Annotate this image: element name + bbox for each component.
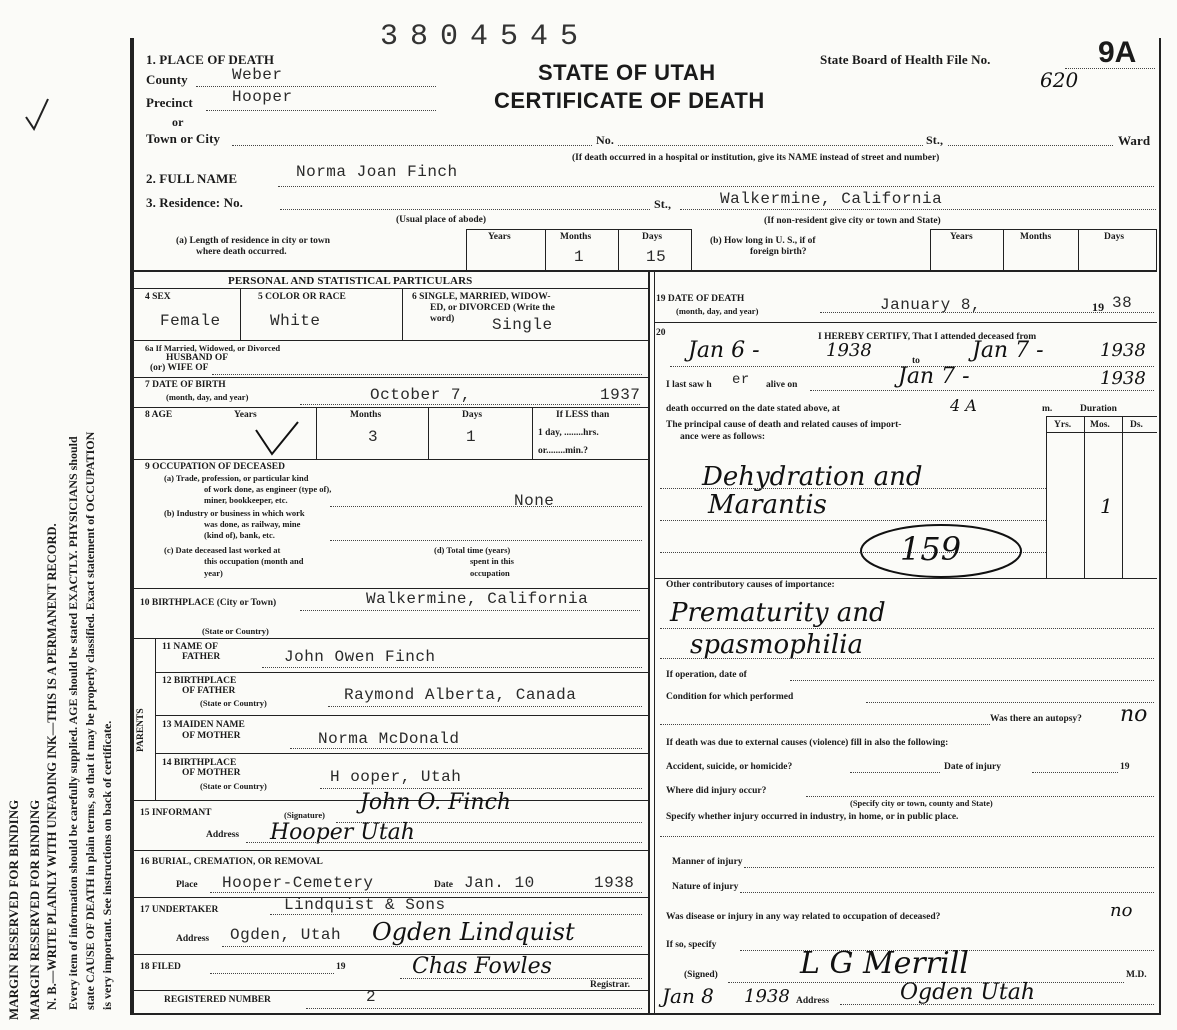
margin-note: N. B.—WRITE PLAINLY WITH UNFADING INK—THIS IS A PERMANENT RECORD. (45, 523, 59, 1010)
birthplace-label: 10 BIRTHPLACE (City or Town) (140, 598, 277, 608)
informant-signature: John O. Finch (360, 790, 512, 815)
abode-note: (Usual place of abode) (396, 215, 486, 225)
age-days-label: Days (462, 410, 483, 420)
lastsaw-label: I last saw h (666, 380, 712, 390)
burial-date-value: Jan. 10 (464, 874, 535, 892)
occupation-a3: miner, bookkeeper, etc. (204, 495, 288, 505)
physician-address: Ogden Utah (900, 980, 1036, 1005)
us-months-header: Months (1020, 232, 1052, 242)
father-label-a: 11 NAME OF (162, 642, 218, 652)
address-label: Address (796, 996, 830, 1006)
mother-label-b: OF MOTHER (182, 731, 241, 741)
cause-code: 159 (900, 530, 962, 568)
injury-year-label: 19 (1120, 762, 1130, 772)
injury-date-label: Date of injury (944, 762, 1001, 772)
less-label-c: or........min.? (538, 446, 589, 456)
occupation-a1: (a) Trade, profession, or particular kind (164, 473, 309, 483)
fbirth-label-b: OF FATHER (182, 686, 236, 696)
color-label: 5 COLOR OR RACE (258, 292, 346, 302)
father-value: John Owen Finch (284, 648, 436, 666)
dod-year-prefix: 19 (1092, 300, 1105, 314)
cert-label: 20 (656, 328, 666, 338)
dob-label-a: 7 DATE OF BIRTH (145, 380, 226, 390)
place-of-death-label: 1. PLACE OF DEATH (146, 52, 275, 67)
birthplace-sub: (State or Country) (202, 626, 269, 636)
margin-binding-text: MARGIN RESERVED FOR BINDING (6, 799, 21, 1020)
occupation-d3: occupation (470, 568, 510, 578)
occupation-b2: was done, as railway, mine (204, 519, 301, 529)
file-sub-number: 620 (1040, 68, 1079, 92)
fbirth-label-a: 12 BIRTHPLACE (162, 676, 237, 686)
condition-label: Condition for which performed (666, 692, 794, 702)
sex-label: 4 SEX (145, 292, 171, 302)
mbirth-label-a: 14 BIRTHPLACE (162, 758, 237, 768)
margin-instruction-2: state CAUSE OF DEATH in plain terms, so that it may be properly classified. Exact statement of OCCUPATION (83, 431, 97, 1010)
file-number: 9A (1098, 36, 1137, 69)
burial-place-value: Hooper-Cemetery (222, 874, 374, 892)
parents-side-label: PARENTS (136, 708, 146, 752)
age-years-label: Years (234, 410, 257, 420)
lastsaw-her: er (732, 372, 750, 388)
occupation-c2: this occupation (month and (204, 556, 304, 566)
mbirth-value: H ooper, Utah (330, 768, 462, 786)
mother-value: Norma McDonald (318, 730, 460, 748)
certificate-title: CERTIFICATE OF DEATH (494, 88, 765, 113)
burial-date-label: Date (434, 880, 453, 890)
cause-label-a: The principal cause of death and related causes of import- (666, 420, 902, 430)
spouse-label-b: HUSBAND OF (166, 353, 229, 363)
ward-label: Ward (1118, 133, 1151, 148)
where-label: Where did injury occur? (666, 786, 767, 796)
manner-label: Manner of injury (672, 857, 743, 867)
county-label: County (146, 72, 188, 87)
cause-mos-value: 1 (1100, 494, 1113, 518)
residence-label: 3. Residence: No. (146, 195, 244, 210)
occupation-value: None (514, 492, 555, 510)
full-name-label: 2. FULL NAME (146, 171, 238, 186)
spouse-label-a: 6a If Married, Widowed, or Divorced (145, 343, 281, 353)
nature-label: Nature of injury (672, 882, 739, 892)
file-no-label: State Board of Health File No. (820, 52, 991, 67)
undertaker-signature: Ogden Lindquist (372, 918, 575, 946)
physician-signature: L G Merrill (800, 946, 969, 981)
to-date: Jan 7 - (972, 338, 1044, 363)
undertaker-addr-label: Address (176, 934, 210, 944)
occupation-c3: year) (204, 568, 223, 578)
dod-year: 38 (1112, 294, 1133, 312)
occupation-b1: (b) Industry or business in which work (164, 508, 305, 518)
age-months-label: Months (350, 410, 382, 420)
birthplace-value: Walkermine, California (366, 590, 589, 608)
age-days-value: 1 (466, 428, 477, 446)
personal-header: PERSONAL AND STATISTICAL PARTICULARS (228, 275, 473, 287)
from-year: 1938 (826, 340, 872, 361)
m-label: m. (1042, 404, 1053, 414)
undertaker-value: Lindquist & Sons (284, 896, 446, 914)
cause-label-b: ance were as follows: (680, 432, 766, 442)
margin-instruction-3: is very important. See instructions on back of certificate. (100, 720, 114, 1010)
informant-sig-label: (Signature) (284, 810, 325, 820)
us-label-a: (b) How long in U. S., if of (710, 236, 816, 246)
cause-line-1: Dehydration and (702, 462, 923, 492)
spouse-label-c: (or) WIFE OF (150, 363, 209, 373)
occupation-b3: (kind of), bank, etc. (204, 530, 275, 540)
res-months-value: 1 (574, 248, 585, 266)
fbirth-label-c: (State or Country) (200, 698, 267, 708)
operation-label: If operation, date of (666, 670, 747, 680)
occ-related-value: no (1110, 900, 1133, 921)
length-label-a: (a) Length of residence in city or town (176, 236, 331, 246)
occupation-label: 9 OCCUPATION OF DECEASED (145, 462, 285, 472)
us-days-header: Days (1104, 232, 1125, 242)
signed-label: (Signed) (684, 970, 718, 980)
alive-date: Jan 7 - (898, 364, 970, 389)
marital-label-a: 6 SINGLE, MARRIED, WIDOW- (412, 292, 551, 302)
mos-header: Mos. (1090, 420, 1110, 430)
dod-label-a: 19 DATE OF DEATH (656, 294, 745, 304)
occupation-d1: (d) Total time (years) (434, 545, 511, 555)
undertaker-address: Ogden, Utah (230, 926, 342, 944)
county-value: Weber (232, 66, 283, 84)
where-sub: (Specify city or town, county and State) (850, 798, 993, 808)
less-label-b: 1 day, ........hrs. (538, 428, 599, 438)
res-days-header: Days (642, 232, 663, 242)
contrib-line-2: spasmophilia (690, 630, 863, 660)
filed-label: 18 FILED (140, 962, 181, 972)
contrib-line-1: Prematurity and (670, 598, 886, 628)
dod-label-b: (month, day, and year) (676, 306, 759, 316)
cause-line-2: Marantis (708, 490, 827, 520)
burial-label: 16 BURIAL, CREMATION, OR REMOVAL (140, 857, 323, 867)
us-label-b: foreign birth? (750, 247, 807, 257)
external-label: If death was due to external causes (violence) fill in also the following: (666, 738, 949, 748)
filed-year-label: 19 (336, 962, 346, 972)
or-label: or (172, 115, 184, 129)
registered-value: 2 (366, 988, 377, 1006)
marital-label-b: ED, or DIVORCED (Write the (430, 303, 555, 313)
dob-label-b: (month, day, and year) (166, 392, 249, 402)
marital-label-c: word) (430, 314, 455, 324)
death-time: 4 A (950, 396, 977, 415)
color-value: White (270, 312, 321, 330)
age-months-value: 3 (368, 428, 379, 446)
no-label: No. (596, 133, 614, 147)
res-months-header: Months (560, 232, 592, 242)
ds-header: Ds. (1130, 420, 1143, 430)
yrs-header: Yrs. (1054, 420, 1072, 430)
to-year: 1938 (1100, 340, 1146, 361)
occupation-a2: of work done, as engineer (type of), (204, 484, 332, 494)
full-name-value: Norma Joan Finch (296, 163, 458, 181)
mother-label-a: 13 MAIDEN NAME (162, 720, 245, 730)
less-label-a: If LESS than (556, 410, 610, 420)
cert-text: I HEREBY CERTIFY, That I attended deceased from (818, 332, 1037, 342)
duration-label: Duration (1080, 404, 1117, 414)
fbirth-value: Raymond Alberta, Canada (344, 686, 577, 704)
age-years-mark (252, 418, 312, 458)
dod-value: January 8, (880, 296, 982, 314)
dob-value: October 7, (370, 386, 472, 404)
specify-label: Specify whether injury occurred in industry, in home, or in public place. (666, 812, 959, 822)
state-title: STATE OF UTAH (538, 60, 716, 85)
marital-value: Single (492, 316, 553, 334)
md-label: M.D. (1126, 970, 1147, 980)
father-label-b: FATHER (182, 652, 221, 662)
undertaker-label: 17 UNDERTAKER (140, 905, 219, 915)
accident-label: Accident, suicide, or homicide? (666, 762, 793, 772)
age-label: 8 AGE (145, 410, 173, 420)
informant-label: 15 INFORMANT (140, 808, 212, 818)
mbirth-label-c: (State or Country) (200, 781, 267, 791)
st-label: St., (926, 133, 944, 147)
margin-binding-text-2: MARGIN RESERVED FOR BINDING (27, 799, 42, 1020)
registrar-label: Registrar. (590, 980, 631, 990)
res-years-header: Years (488, 232, 511, 242)
alive-year: 1938 (1100, 368, 1146, 389)
contrib-label: Other contributory causes of importance: (666, 580, 835, 590)
autopsy-value: no (1120, 702, 1148, 727)
certificate-number: 3804545 (380, 20, 591, 54)
registered-label: REGISTERED NUMBER (164, 995, 271, 1005)
dob-year: 1937 (600, 386, 641, 404)
informant-address: Hooper Utah (270, 820, 415, 845)
precinct-value: Hooper (232, 88, 293, 106)
nonres-note: (If non-resident give city or town and State) (764, 216, 941, 226)
mbirth-label-b: OF MOTHER (182, 768, 241, 778)
residence-st-label: St., (654, 197, 672, 211)
to-label: to (912, 356, 920, 366)
burial-place-label: Place (176, 880, 198, 890)
sign-date: Jan 8 (662, 984, 714, 1008)
occupation-c1: (c) Date deceased last worked at (164, 545, 281, 555)
sex-value: Female (160, 312, 221, 330)
us-years-header: Years (950, 232, 973, 242)
town-label: Town or City (146, 131, 221, 146)
occ-related-label: Was disease or injury in any way related to occupation of deceased? (666, 912, 941, 922)
margin-instruction-1: Every item of information should be carefully supplied. AGE should be stated EXACTLY. PHYSICIANS should (66, 436, 80, 1010)
death-occ-label: death occurred on the date stated above, at (666, 404, 840, 414)
occupation-d2: spent in this (470, 556, 514, 566)
from-date: Jan 6 - (688, 338, 760, 363)
residence-value: Walkermine, California (720, 190, 943, 208)
burial-year-value: 1938 (594, 874, 635, 892)
check-mark-icon (22, 95, 52, 135)
res-days-value: 15 (646, 248, 667, 266)
length-label-b: where death occurred. (196, 247, 287, 257)
registrar-signature: Chas Fowles (412, 954, 552, 979)
informant-addr-label: Address (206, 830, 240, 840)
ifso-label: If so, specify (666, 940, 717, 950)
autopsy-label: Was there an autopsy? (990, 714, 1082, 724)
hospital-note: (If death occurred in a hospital or institution, give its NAME instead of street and number) (572, 153, 940, 163)
alive-label: alive on (766, 380, 798, 390)
sign-year: 1938 (744, 986, 790, 1007)
precinct-label: Precinct (146, 95, 193, 110)
